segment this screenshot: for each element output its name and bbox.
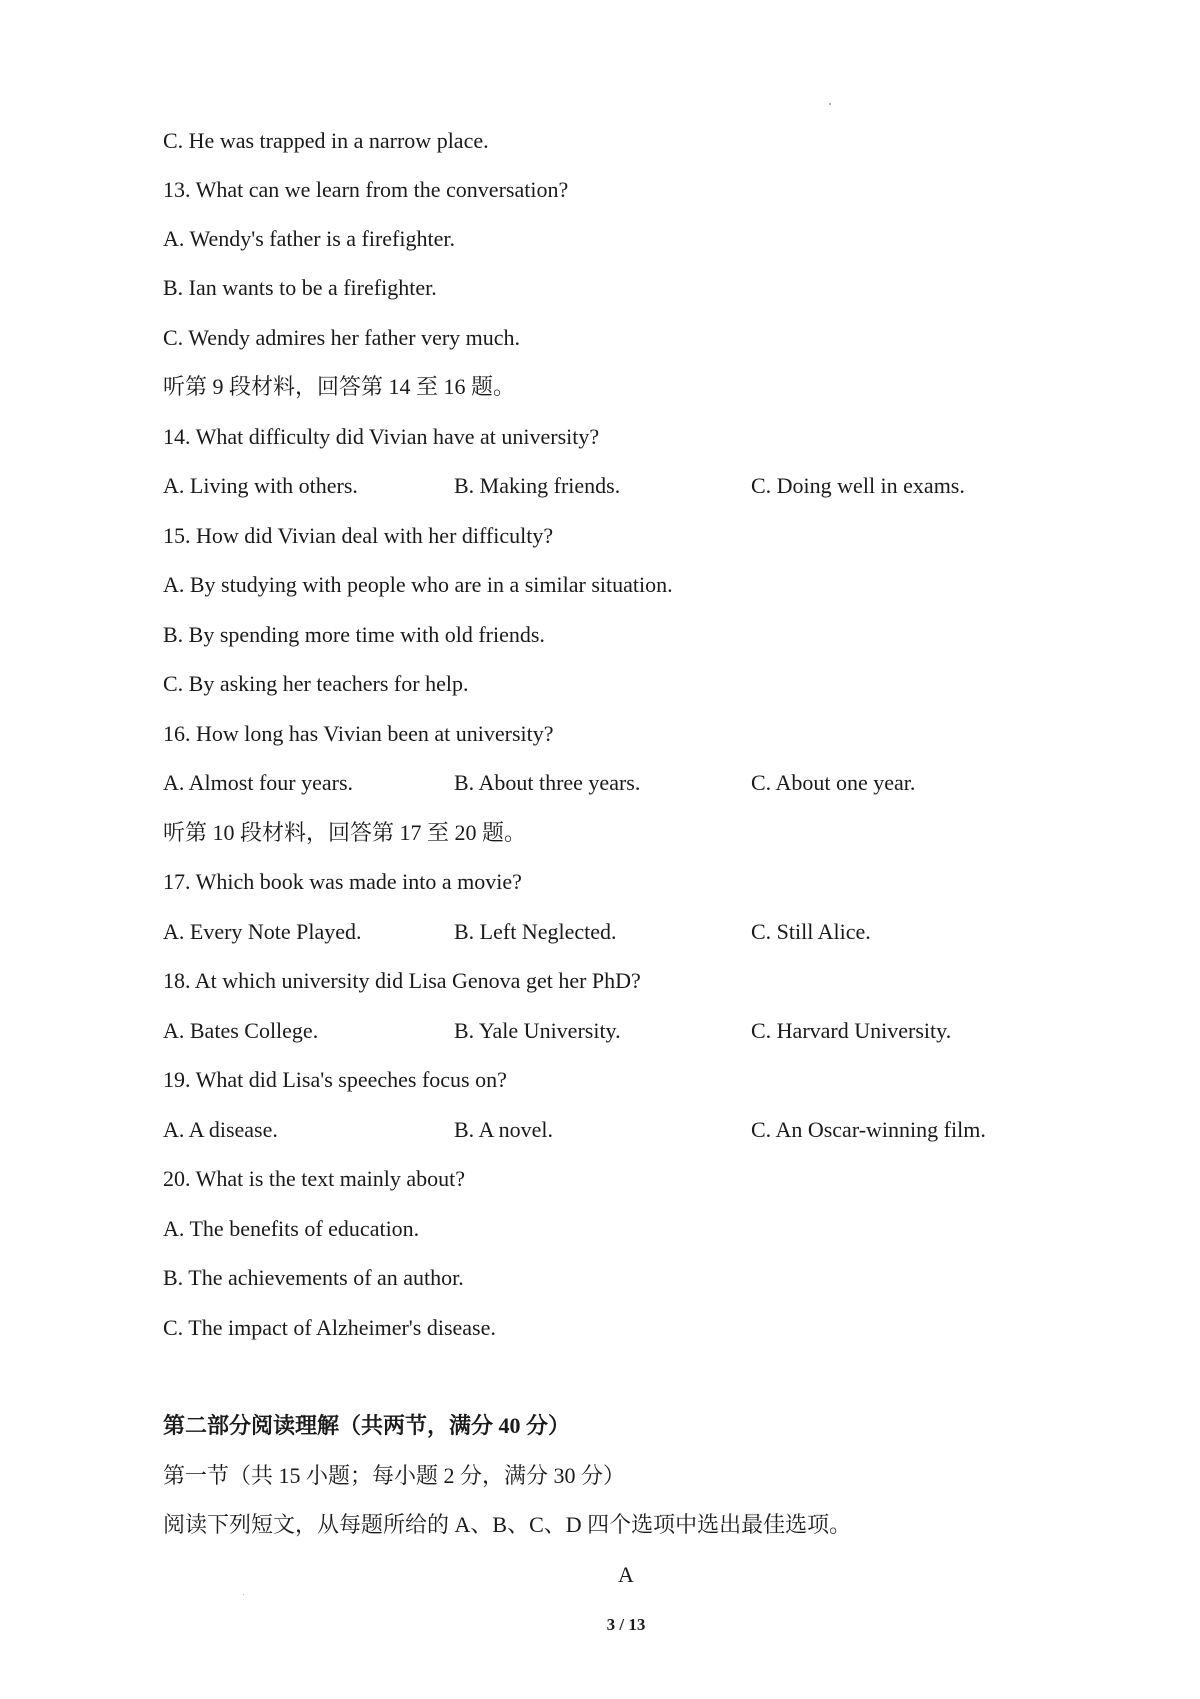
reading-instruction: 阅读下列短文，从每题所给的 A、B、C、D 四个选项中选出最佳选项。 bbox=[163, 1512, 852, 1537]
q14-option-c: C. Doing well in exams. bbox=[751, 473, 965, 498]
passage10-instruction: 听第 10 段材料，回答第 17 至 20 题。 bbox=[163, 820, 527, 845]
q14-question: 14. What difficulty did Vivian have at university? bbox=[163, 424, 600, 449]
q20-option-c: C. The impact of Alzheimer's disease. bbox=[163, 1315, 496, 1340]
q18-option-b: B. Yale University. bbox=[454, 1018, 621, 1043]
q16-question: 16. How long has Vivian been at university? bbox=[163, 721, 554, 746]
q17-question: 17. Which book was made into a movie? bbox=[163, 869, 522, 894]
passage-letter: A bbox=[618, 1562, 634, 1587]
q19-option-b: B. A novel. bbox=[454, 1117, 554, 1142]
q20-option-a: A. The benefits of education. bbox=[163, 1216, 420, 1241]
q15-question: 15. How did Vivian deal with her difficulty? bbox=[163, 523, 554, 548]
q18-option-a: A. Bates College. bbox=[163, 1018, 319, 1043]
q15-option-c: C. By asking her teachers for help. bbox=[163, 671, 469, 696]
q16-option-b: B. About three years. bbox=[454, 770, 641, 795]
q20-question: 20. What is the text mainly about? bbox=[163, 1166, 466, 1191]
passage9-instruction: 听第 9 段材料，回答第 14 至 16 题。 bbox=[163, 374, 516, 399]
q18-question: 18. At which university did Lisa Genova get her PhD? bbox=[163, 968, 641, 993]
q17-option-a: A. Every Note Played. bbox=[163, 919, 362, 944]
q15-option-a: A. By studying with people who are in a similar situation. bbox=[163, 572, 673, 597]
q14-option-a: A. Living with others. bbox=[163, 473, 358, 498]
q14-option-b: B. Making friends. bbox=[454, 473, 621, 498]
q17-option-c: C. Still Alice. bbox=[751, 919, 871, 944]
q13-question: 13. What can we learn from the conversation? bbox=[163, 177, 569, 202]
q19-option-a: A. A disease. bbox=[163, 1117, 278, 1142]
page-number: 3 / 13 bbox=[606, 1615, 646, 1634]
reading-part-title: 第二部分阅读理解（共两节，满分 40 分） bbox=[163, 1413, 571, 1438]
q17-option-b: B. Left Neglected. bbox=[454, 919, 617, 944]
q16-option-a: A. Almost four years. bbox=[163, 770, 354, 795]
reading-section-title: 第一节（共 15 小题；每小题 2 分，满分 30 分） bbox=[163, 1463, 626, 1488]
q13-option-c: C. Wendy admires her father very much. bbox=[163, 325, 521, 350]
q20-option-b: B. The achievements of an author. bbox=[163, 1265, 464, 1290]
q19-question: 19. What did Lisa's speeches focus on? bbox=[163, 1067, 507, 1092]
q13-option-a: A. Wendy's father is a firefighter. bbox=[163, 226, 455, 251]
q19-option-c: C. An Oscar-winning film. bbox=[751, 1117, 986, 1142]
q12-option-c: C. He was trapped in a narrow place. bbox=[163, 128, 489, 153]
scan-speck bbox=[243, 1594, 244, 1595]
q15-option-b: B. By spending more time with old friends. bbox=[163, 622, 545, 647]
q18-option-c: C. Harvard University. bbox=[751, 1018, 952, 1043]
q16-option-c: C. About one year. bbox=[751, 770, 916, 795]
q13-option-b: B. Ian wants to be a firefighter. bbox=[163, 275, 437, 300]
scan-speck bbox=[829, 103, 831, 105]
